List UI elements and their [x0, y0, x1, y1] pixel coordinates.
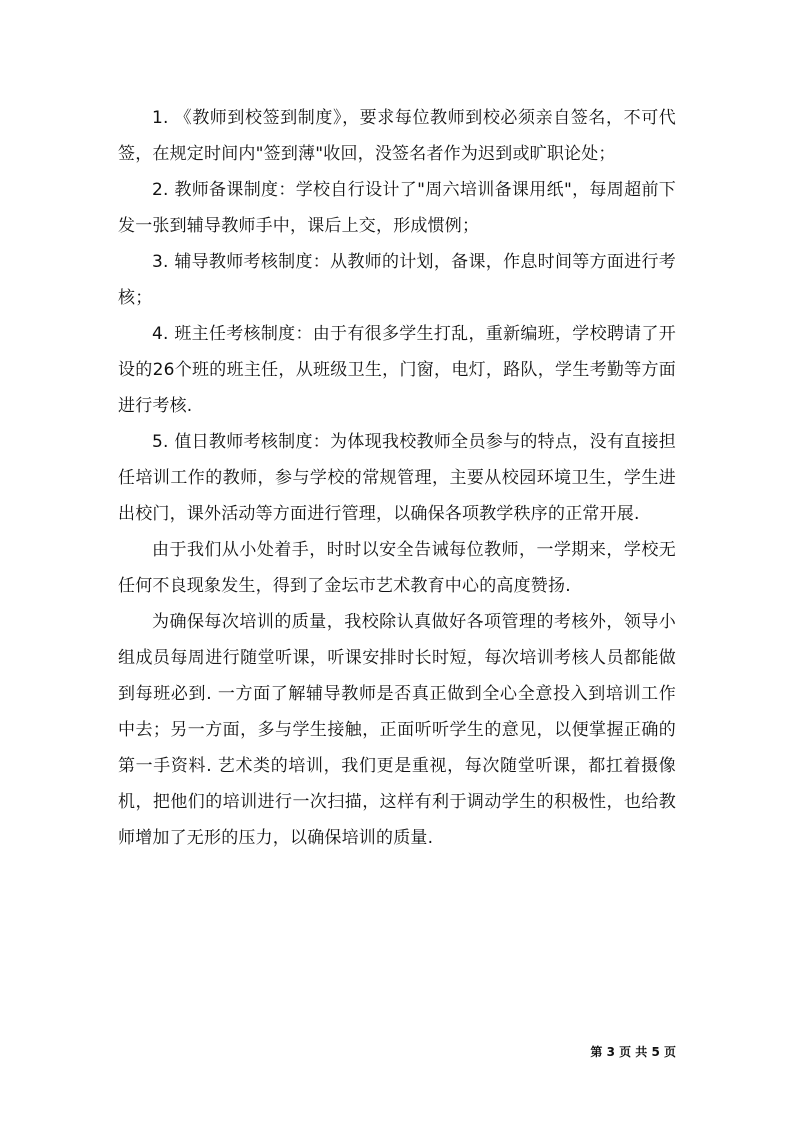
paragraph-rule-sign-in: 1. 《教师到校签到制度》，要求每位教师到校必须亲自签名，不可代签，在规定时间内"签到薄"收回，没签名者作为迟到或旷职论处； [118, 108, 676, 164]
paragraph-rule-duty-teacher-assessment: 5. 值日教师考核制度：为体现我校教师全员参与的特点，没有直接担任培训工作的教师，参与学校的常规管理，主要从校园环境卫生，学生进出校门，课外活动等方面进行管理，以确保各项教学秩序的正常开展. [118, 432, 676, 524]
document-body [118, 100, 676, 856]
paragraph-rule-lesson-prep: 2. 教师备课制度：学校自行设计了"周六培训备课用纸"，每周超前下发一张到辅导教师手中，课后上交，形成惯例； [118, 180, 676, 236]
paragraph-rule-head-teacher-assessment: 4. 班主任考核制度：由于有很多学生打乱，重新编班，学校聘请了开设的26个班的班主任，从班级卫生，门窗，电灯，路队，学生考勤等方面进行考核. [118, 324, 676, 416]
paragraph-training-quality: 为确保每次培训的质量，我校除认真做好各项管理的考核外，领导小组成员每周进行随堂听课，听课安排时长时短，每次培训考核人员都能做到每班必到. 一方面了解辅导教师是否真正做到全心全意投入到培训工作中去；另一方面，多与学生接触，正面听听学生的意见，以便掌握正确的第一手资料. 艺术类的培训，我们更是重视，每次随堂听课，都扛着摄像机，把他们的培训进行一次扫描，这样有利于调动学生的积极性，也给教师增加了无形的压力，以确保培训的质量. [118, 612, 676, 848]
paragraph-safety-result: 由于我们从小处着手，时时以安全告诫每位教师，一学期来，学校无任何不良现象发生，得到了金坛市艺术教育中心的高度赞扬. [118, 540, 676, 596]
paragraph-rule-tutor-assessment: 3. 辅导教师考核制度：从教师的计划，备课，作息时间等方面进行考核； [118, 252, 676, 308]
page-number-footer: 第 3 页 共 5 页 [590, 1045, 676, 1059]
